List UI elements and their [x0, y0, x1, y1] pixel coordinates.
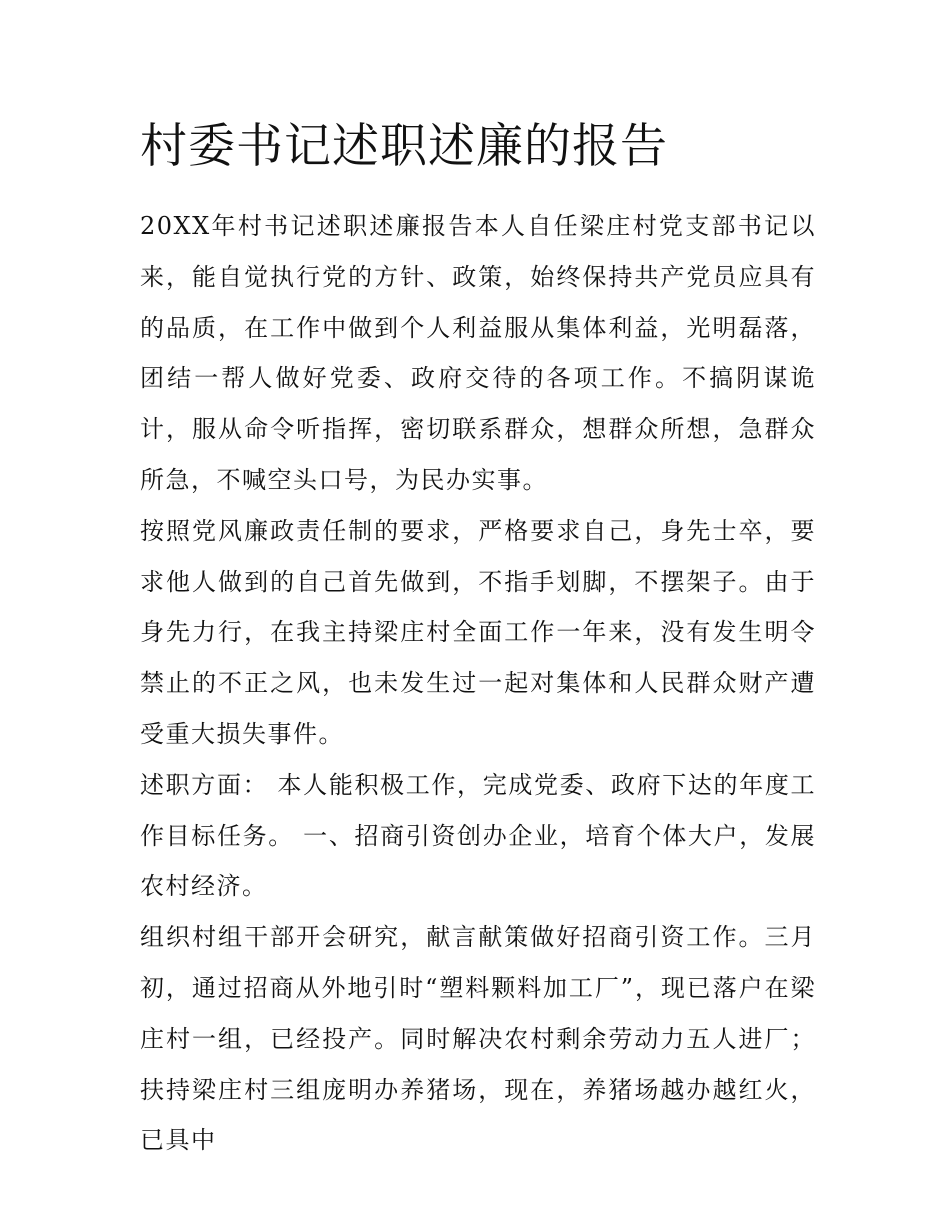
paragraph-4: 组织村组干部开会研究，献言献策做好招商引资工作。三月初，通过招商从外地引时“塑料颗料加工厂”，现已落户在梁庄村一组，已经投产。同时解决农村剩余劳动力五人进厂；扶持梁庄村三组庞明办养猪场，现在，养猪场越办越红火，已具中	[140, 923, 816, 1155]
paragraph-2: 按照党风廉政责任制的要求，严格要求自己，身先士卒，要求他人做到的自己首先做到，不指手划脚，不摆架子。由于身先力行，在我主持梁庄村全面工作一年来，没有发生明令禁止的不正之风，也未发生过一起对集体和人民群众财产遭受重大损失事件。	[140, 516, 816, 748]
document-body	[140, 201, 816, 1166]
document-title: 村委书记述职述廉的报告	[140, 119, 668, 174]
paragraph-1: 20XX年村书记述职述廉报告本人自任梁庄村党支部书记以来，能自觉执行党的方针、政策，始终保持共产党员应具有的品质，在工作中做到个人利益服从集体利益，光明磊落，团结一帮人做好党委、政府交待的各项工作。不搞阴谋诡计，服从命令听指挥，密切联系群众，想群众所想，急群众所急，不喊空头口号，为民办实事。	[140, 212, 816, 494]
paragraph-3: 述职方面： 本人能积极工作，完成党委、政府下达的年度工作目标任务。 一、招商引资创办企业，培育个体大户，发展农村经济。	[140, 770, 816, 901]
